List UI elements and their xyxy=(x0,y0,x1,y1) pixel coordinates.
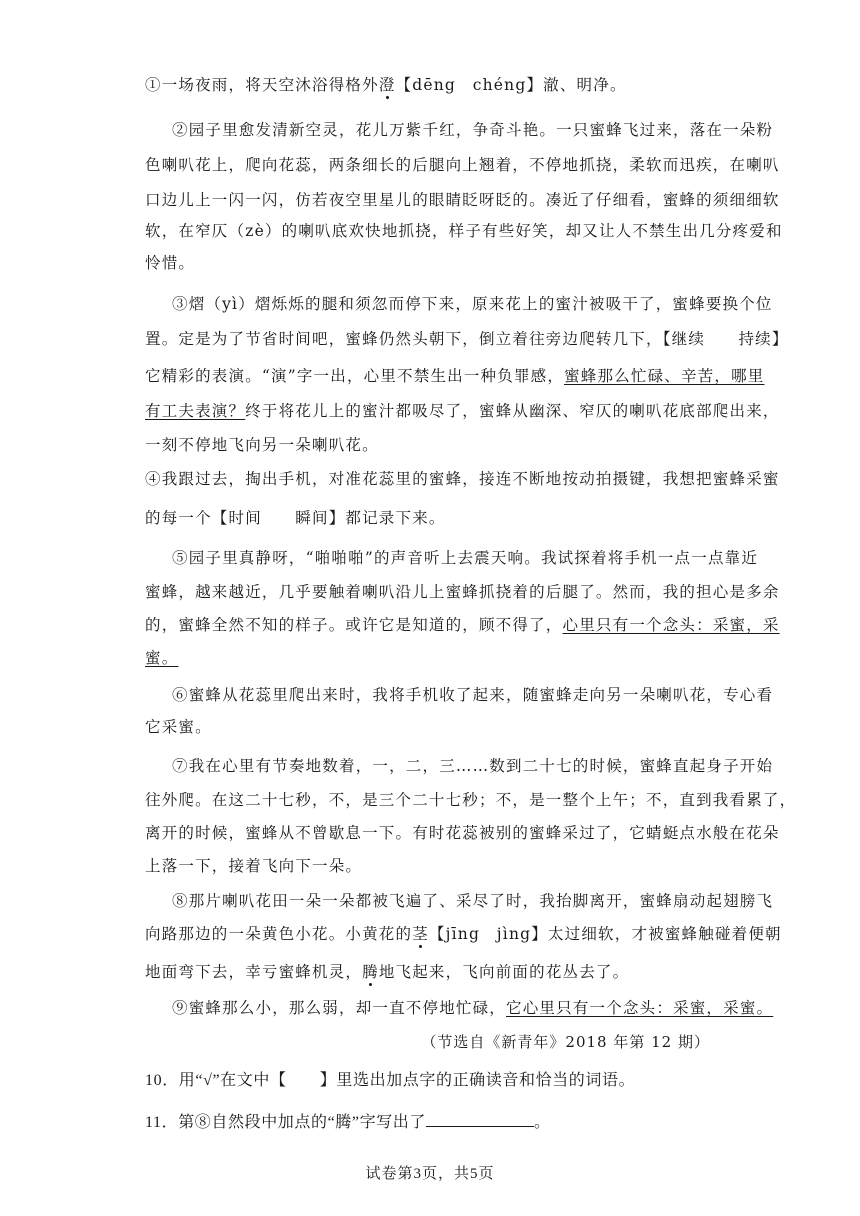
para-8-line-2: 向路那边的一朵黄色小花。小黄花的茎【jīng jìng】太过细软，才被蜜蜂触碰着便朝 xyxy=(145,925,782,943)
para-7-line-1: ⑦我在心里有节奏地数着，一，二，三……数到二十七的时候，蜜蜂直起身子开始 xyxy=(172,757,774,775)
para-7-line-2: 往外爬。在这二十七秒，不，是三个二十七秒；不，是一整个上午；不，直到我看累了， xyxy=(145,791,797,809)
para-3-line-1: ③熠（yì）熠烁烁的腿和须忽而停下来，原来花上的蜜汁被吸干了，蜜蜂要换个位 xyxy=(172,295,773,313)
para-2-line-4: 软，在窄仄（zè）的喇叭底欢快地抓挠，样子有些好笑，却又让人不禁生出几分疼爱和 xyxy=(145,222,783,240)
para-2-line-2: 色喇叭花上，爬向花蕊，两条细长的后腿向上翘着，不停地抓挠，柔软而迅疾，在喇叭 xyxy=(145,156,780,174)
para-2-line-3: 口边儿上一闪一闪，仿若夜空里星儿的眼睛眨呀眨的。凑近了仔细看，蜜蜂的须细细软 xyxy=(145,191,780,209)
para-5-line-1: ⑤园子里真静呀，“啪啪啪”的声音听上去震天响。我试探着将手机一点一点靠近 xyxy=(172,549,759,567)
para-7-line-4: 上落一下，接着飞向下一朵。 xyxy=(145,857,363,875)
dotted-char: 澄 xyxy=(378,76,396,94)
source-citation: （节选自《新青年》2018 年第 12 期） xyxy=(421,1033,710,1051)
para-1-line-1: ①一场夜雨，将天空沐浴得格外澄【dēng chéng】澈、明净。 xyxy=(145,76,627,94)
para-5-line-3: 的，蜜蜂全然不知的样子。或许它是知道的，顾不得了，心里只有一个念头：采蜜，采 xyxy=(145,616,780,634)
underlined-ending: 它心里只有一个念头：采蜜，采蜜。 xyxy=(506,999,774,1017)
underlined-sentence: 蜜蜂那么忙碌、辛苦，哪里 xyxy=(564,367,765,385)
para-4-line-1: ④我跟过去，掏出手机，对准花蕊里的蜜蜂，接连不断地按动拍摄键，我想把蜜蜂采蜜 xyxy=(145,470,780,488)
dotted-char: 茎 xyxy=(412,925,429,943)
dotted-char: 腾 xyxy=(362,963,379,981)
para-5-line-2: 蜜蜂，越来越近，几乎要触着喇叭沿儿上蜜蜂抓挠着的后腿了。然而，我的担心是多余 xyxy=(145,583,780,601)
para-7-line-3: 离开的时候，蜜蜂从不曾歇息一下。有时花蕊被别的蜜蜂采过了，它蜻蜓点水般在花朵 xyxy=(145,824,780,842)
para-2-line-5: 怜惜。 xyxy=(145,254,196,272)
para-6-line-2: 它采蜜。 xyxy=(145,718,212,736)
para-4-line-2: 的每一个【时间 瞬间】都记录下来。 xyxy=(145,509,446,527)
question-10: 10．用“√”在文中【 】里选出加点字的正确读音和恰当的词语。 xyxy=(145,1072,636,1089)
para-2-line-1: ②园子里愈发清新空灵，花儿万紫千红，争奇斗艳。一只蜜蜂飞过来，落在一朵粉 xyxy=(172,121,774,139)
para-8-line-1: ⑧那片喇叭花田一朵一朵都被飞遍了、采尽了时，我抬脚离开，蜜蜂扇动起翅膀飞 xyxy=(172,892,774,910)
underlined-thought-cont: 蜜。 xyxy=(145,649,179,667)
para-3-line-2: 置。定是为了节省时间吧，蜜蜂仍然头朝下，倒立着往旁边爬转几下，【继续 持续】 xyxy=(145,330,789,348)
para-3-line-5: 一刻不停地飞向另一朵喇叭花。 xyxy=(145,436,379,454)
para-6-line-1: ⑥蜜蜂从花蕊里爬出来时，我将手机收了起来，随蜜蜂走向另一朵喇叭花，专心看 xyxy=(172,686,774,704)
para-3-line-4: 有工夫表演？终于将花儿上的蜜汁都吸尽了，蜜蜂从幽深、窄仄的喇叭花底部爬出来， xyxy=(145,402,780,420)
page-footer: 试卷第3页，共5页 xyxy=(365,1166,495,1182)
answer-blank[interactable] xyxy=(426,1112,534,1127)
para-5-line-4 xyxy=(145,648,725,668)
para-3-line-3: 它精彩的表演。“演”字一出，心里不禁生出一种负罪感，蜜蜂那么忙碌、辛苦，哪里 xyxy=(145,367,765,385)
underlined-thought: 心里只有一个念头：采蜜，采 xyxy=(562,616,780,634)
para-8-line-3: 地面弯下去，幸亏蜜蜂机灵，腾地飞起来，飞向前面的花丛去了。 xyxy=(145,963,630,981)
para-9-line-1: ⑨蜜蜂那么小，那么弱，却一直不停地忙碌，它心里只有一个念头：采蜜，采蜜。 xyxy=(172,999,774,1017)
question-11: 11．第⑧自然段中加点的“腾”字写出了 。 xyxy=(145,1114,551,1131)
underlined-sentence-cont: 有工夫表演？ xyxy=(145,402,246,420)
